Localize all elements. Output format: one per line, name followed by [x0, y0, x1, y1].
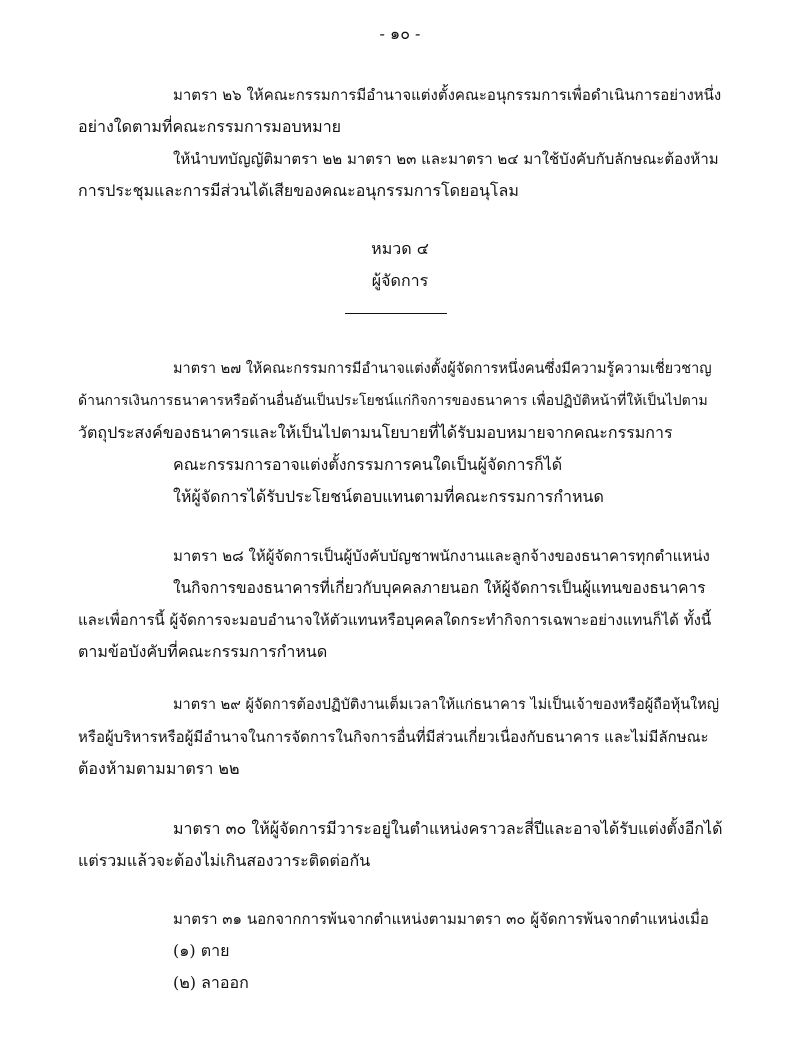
section-27-line-1: มาตรา ๒๗ ให้คณะกรรมการมีอำนาจแต่งตั้งผู้จัดการหนึ่งคนซึ่งมีความรู้ความเชี่ยวชาญ	[173, 361, 712, 377]
section-28-line-4: ตามข้อบังคับที่คณะกรรมการกำหนด	[78, 642, 328, 661]
section-29-line-1: มาตรา ๒๙ ผู้จัดการต้องปฏิบัติงานเต็มเวลาให้แก่ธนาคาร ไม่เป็นเจ้าของหรือผู้ถือหุ้นใหญ่	[173, 697, 720, 713]
section-31-item-1: (๑) ตาย	[173, 941, 230, 960]
section-29-line-2: หรือผู้บริหารหรือผู้มีอำนาจในการจัดการในกิจการอื่นที่มีส่วนเกี่ยวเนื่องกับธนาคาร และไม่มีลักษณะ	[78, 728, 709, 746]
section-30-line-2: แต่รวมแล้วจะต้องไม่เกินสองวาระติดต่อกัน	[78, 851, 371, 870]
section-28-line-1: มาตรา ๒๘ ให้ผู้จัดการเป็นผู้บังคับบัญชาพนักงานและลูกจ้างของธนาคารทุกตำแหน่ง	[173, 547, 710, 565]
chapter-heading: หมวด ๔	[371, 239, 429, 258]
heading-divider	[345, 313, 447, 314]
section-27-paragraph-3: ให้ผู้จัดการได้รับประโยชน์ตอบแทนตามที่คณะกรรมการกำหนด	[173, 487, 604, 506]
section-26-paragraph-2-line-1: ให้นำบทบัญญัติมาตรา ๒๒ มาตรา ๒๓ และมาตรา ๒๔ มาใช้บังคับกับลักษณะต้องห้าม	[173, 150, 719, 168]
section-26-line-1: มาตรา ๒๖ ให้คณะกรรมการมีอำนาจแต่งตั้งคณะอนุกรรมการเพื่อดำเนินการอย่างหนึ่ง	[173, 86, 722, 104]
chapter-title: ผู้จัดการ	[371, 271, 429, 290]
section-29-line-3: ต้องห้ามตามมาตรา ๒๒	[78, 759, 240, 778]
section-30-line-1: มาตรา ๓๐ ให้ผู้จัดการมีวาระอยู่ในตำแหน่งคราวละสี่ปีและอาจได้รับแต่งตั้งอีกได้	[173, 819, 723, 838]
section-27-line-2: ด้านการเงินการธนาคารหรือด้านอื่นอันเป็นประโยชน์แก่กิจการของธนาคาร เพื่อปฏิบัติหน้าที่ให้เป็นไปตาม	[78, 393, 708, 409]
section-28-line-3: และเพื่อการนี้ ผู้จัดการจะมอบอำนาจให้ตัวแทนหรือบุคคลใดกระทำกิจการเฉพาะอย่างแทนก็ได้ ทั้งนี้	[78, 611, 712, 629]
section-28-line-2: ในกิจการของธนาคารที่เกี่ยวกับบุคคลภายนอก ให้ผู้จัดการเป็นผู้แทนของธนาคาร	[173, 579, 706, 597]
page-number: - ๑๐ -	[379, 24, 421, 43]
section-26-line-2: อย่างใดตามที่คณะกรรมการมอบหมาย	[78, 117, 342, 136]
section-27-paragraph-2: คณะกรรมการอาจแต่งตั้งกรรมการคนใดเป็นผู้จัดการก็ได้	[173, 455, 563, 474]
section-31-item-2: (๒) ลาออก	[173, 973, 249, 992]
section-26-paragraph-2-line-2: การประชุมและการมีส่วนได้เสียของคณะอนุกรรมการโดยอนุโลม	[78, 181, 519, 200]
section-31-line-1: มาตรา ๓๑ นอกจากการพ้นจากตำแหน่งตามมาตรา ๓๐ ผู้จัดการพ้นจากตำแหน่งเมื่อ	[173, 910, 709, 928]
section-27-line-3: วัตถุประสงค์ของธนาคารและให้เป็นไปตามนโยบายที่ได้รับมอบหมายจากคณะกรรมการ	[78, 423, 673, 442]
